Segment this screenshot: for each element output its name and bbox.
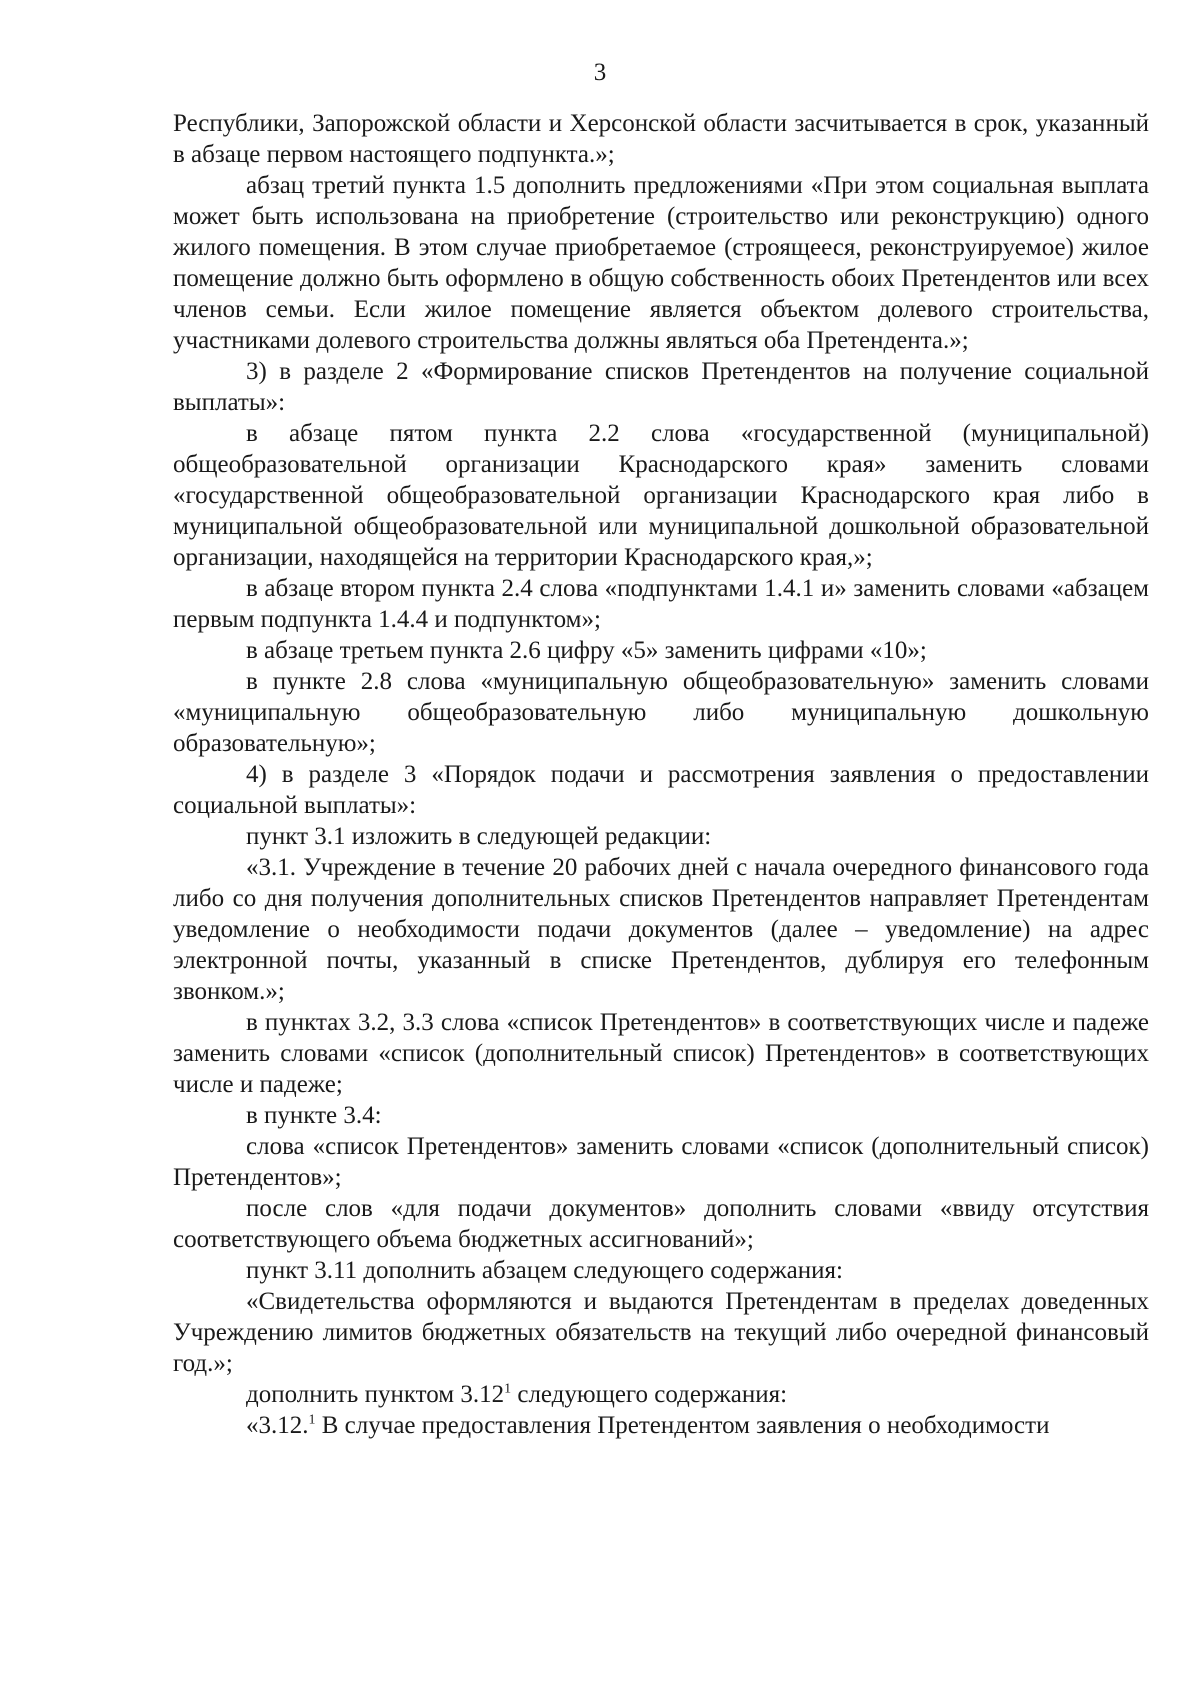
paragraph-6: в абзаце третьем пункта 2.6 цифру «5» заменить цифрами «10»;: [246, 637, 927, 664]
paragraph-2: абзац третий пункта 1.5 дополнить предложениями «При этом социальная выплата может быть использована на приобретение (строительство или реконструкцию) одного жилого помещения. В этом случае приобретаемое (строящееся, реконструируемое) жилое помещение должно быть оформлено в общую собственность обоих Претендентов или всех членов семьи. Если жилое помещение является объектом долевого строительства, участниками долевого строительства должны являться оба Претендента.»;: [173, 172, 1149, 354]
paragraph-13: слова «список Претендентов» заменить словами «список (дополнительный список) Претендентов»;: [173, 1133, 1149, 1191]
paragraph-18-text: «3.12.: [246, 1412, 309, 1439]
paragraph-11: в пунктах 3.2, 3.3 слова «список Претендентов» в соответствующих числе и падеже заменить словами «список (дополнительный список) Претендентов» в соответствующих числе и падеже;: [173, 1009, 1149, 1098]
paragraph-9: пункт 3.1 изложить в следующей редакции:: [246, 823, 712, 850]
paragraph-17-text: дополнить пунктом 3.12: [246, 1381, 505, 1408]
paragraph-4: в абзаце пятом пункта 2.2 слова «государственной (муниципальной) общеобразовательной организации Краснодарского края» заменить словами «государственной общеобразовательной организации Краснодарского края либо в муниципальной общеобразовательной или муниципальной дошкольной образовательной организации, находящейся на территории Краснодарского края,»;: [173, 420, 1149, 571]
paragraph-12: в пункте 3.4:: [246, 1102, 382, 1129]
paragraph-18: [173, 1410, 1149, 1441]
superscript-number: 1: [504, 1381, 512, 1397]
superscript-number: 1: [308, 1412, 316, 1428]
paragraph-17-text-end: следующего содержания:: [511, 1381, 788, 1408]
paragraph-8: 4) в разделе 3 «Порядок подачи и рассмотрения заявления о предоставлении социальной выплаты»:: [173, 761, 1149, 819]
page-number: 3: [593, 59, 607, 86]
paragraph-14: после слов «для подачи документов» дополнить словами «ввиду отсутствия соответствующего объема бюджетных ассигнований»;: [173, 1195, 1149, 1253]
paragraph-18-text-end: В случае предоставления Претендентом заявления о необходимости: [315, 1412, 1050, 1439]
paragraph-15: пункт 3.11 дополнить абзацем следующего содержания:: [246, 1257, 843, 1284]
paragraph-5: в абзаце втором пункта 2.4 слова «подпунктами 1.4.1 и» заменить словами «абзацем первым подпункта 1.4.4 и подпунктом»;: [173, 575, 1149, 633]
paragraph-16: «Свидетельства оформляются и выдаются Претендентам в пределах доведенных Учреждению лимитов бюджетных обязательств на текущий либо очередной финансовый год.»;: [173, 1288, 1149, 1377]
paragraph-10: «3.1. Учреждение в течение 20 рабочих дней с начала очередного финансового года либо со дня получения дополнительных списков Претендентов направляет Претендентам уведомление о необходимости подачи документов (далее – уведомление) на адрес электронной почты, указанный в списке Претендентов, дублируя его телефонным звонком.»;: [173, 854, 1149, 1005]
document-body: [173, 108, 1149, 1441]
paragraph-7: в пункте 2.8 слова «муниципальную общеобразовательную» заменить словами «муниципальную общеобразовательную либо муниципальную дошкольную образовательную»;: [173, 668, 1149, 757]
paragraph-3: 3) в разделе 2 «Формирование списков Претендентов на получение социальной выплаты»:: [173, 358, 1149, 416]
paragraph-1: Республики, Запорожской области и Херсонской области засчитывается в срок, указанный в абзаце первом настоящего подпункта.»;: [173, 110, 1149, 168]
paragraph-17: [173, 1379, 1149, 1410]
